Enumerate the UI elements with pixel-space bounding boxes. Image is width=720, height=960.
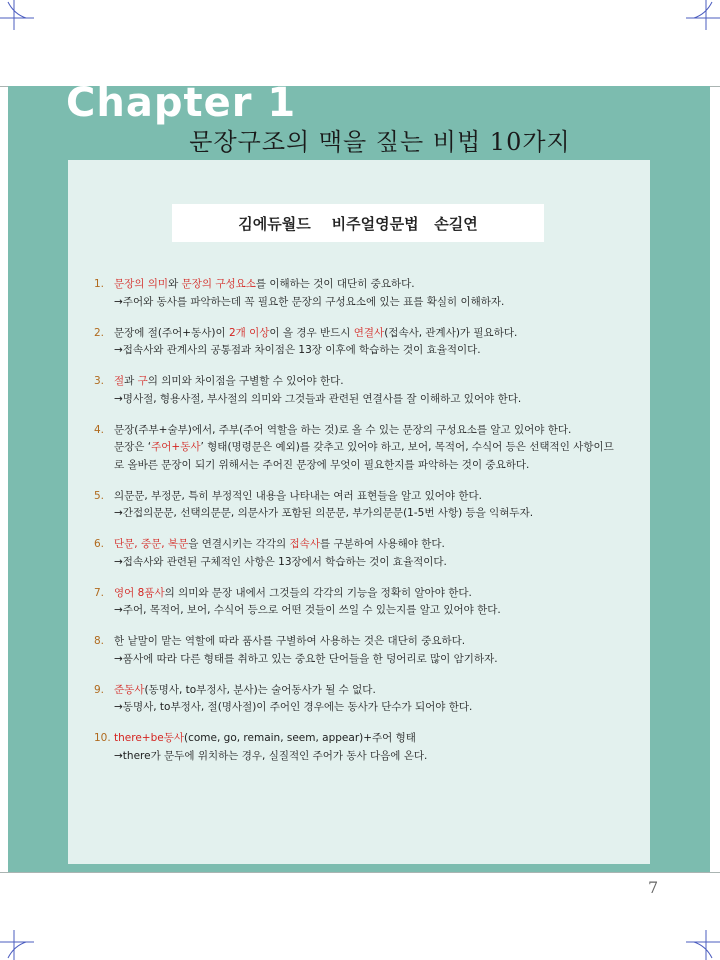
item-number: 4. [94, 423, 105, 436]
item-subtext: →간접의문문, 선택의문문, 의문사가 포함된 의문문, 부가의문문(1-5번 사항) 등을 익혀두자. [114, 507, 534, 519]
item-text [114, 488, 654, 506]
crop-mark-bottom-right [680, 928, 720, 960]
text-run: 문장은 ‘ [114, 441, 152, 453]
item-subtext: →명사절, 형용사절, 부사절의 의미와 그것들과 관련된 연결사를 잘 이해하고 있어야 한다. [114, 392, 522, 405]
item-subtext: →주어, 목적어, 보어, 수식어 등으로 어떤 것들이 쓰일 수 있는지를 알고 있어야 한다. [114, 604, 501, 616]
text-run: 의문문, 부정문, 특히 부정적인 내용을 나타내는 여러 표현들을 알고 있어야 한다. [114, 489, 482, 502]
text-run: 를 이해하는 것이 대단히 중요하다. [255, 278, 415, 290]
author-banner [172, 204, 544, 242]
item-subtext: →주어와 동사를 파악하는데 꼭 필요한 문장의 구성요소에 있는 표를 확실히 이해하자. [114, 295, 505, 308]
text-run: 와 [168, 278, 182, 290]
highlighted-term: there+be동사 [114, 732, 184, 744]
item-text [114, 325, 654, 343]
item-text [114, 633, 654, 651]
list-item [94, 730, 654, 765]
list-item [94, 488, 654, 523]
list-item [94, 585, 654, 620]
highlighted-term: 문장의 의미 [114, 278, 169, 290]
list-item [94, 325, 654, 360]
list-item [94, 682, 654, 717]
list-item [94, 633, 654, 668]
item-subtext: →품사에 따라 다른 형태를 취하고 있는 중요한 단어들을 한 덩어리로 많이 암기하자. [114, 652, 498, 665]
item-number: 9. [94, 683, 105, 696]
item-number: 10. [94, 732, 111, 744]
highlighted-term: 구 [137, 375, 148, 387]
text-run: 를 구분하여 사용해야 한다. [319, 538, 445, 550]
item-subtext: →동명사, to부정사, 절(명사절)이 주어인 경우에는 동사가 단수가 되어야 한다. [114, 701, 473, 713]
item-text [114, 585, 654, 603]
chapter-subtitle [0, 122, 720, 157]
author-line: 김에듀월드 비주얼영문법 손길연 [238, 214, 478, 233]
item-text [114, 730, 654, 748]
item-number: 5. [94, 489, 105, 502]
list-item [94, 422, 654, 475]
text-run: (동명사, to부정사, 분사)는 술어동사가 될 수 없다. [144, 683, 376, 696]
item-number: 3. [94, 375, 105, 387]
text-run: 의 의미와 차이점을 구별할 수 있어야 한다. [147, 375, 344, 387]
text-run: 로 올바른 문장이 되기 위해서는 주어진 문장에 무엇이 필요한지를 파악하는 것이 중요하다. [114, 458, 530, 471]
item-number: 2. [94, 326, 105, 339]
highlighted-term: 문장의 구성요소 [181, 278, 256, 290]
page-number: 7 [648, 878, 659, 897]
text-run: (come, go, remain, seem, appear)+주어 형태 [184, 732, 416, 744]
item-text [114, 422, 654, 440]
item-text [114, 682, 654, 700]
text-run: 이 올 경우 반드시 [269, 326, 354, 339]
item-subtext [94, 439, 654, 457]
highlighted-term: 접속사 [289, 538, 320, 550]
list-item [94, 276, 654, 311]
item-text [114, 373, 654, 391]
crop-mark-top-right [680, 0, 720, 32]
item-subtext: →접속사와 관계사의 공통점과 차이점은 13장 이후에 학습하는 것이 효율적이다. [114, 344, 481, 356]
highlighted-term: 2개 이상 [228, 326, 270, 339]
list-item [94, 536, 654, 571]
text-run: ’ 형태(명령문은 예외)를 갖추고 있어야 하고, 보어, 목적어, 수식어 등은 선택적인 사항이므 [200, 441, 614, 453]
highlighted-term: 영어 8품사 [114, 586, 165, 599]
text-run: 문장(주부+술부)에서, 주부(주어 역할을 하는 것)로 올 수 있는 문장의 구성요소를 알고 있어야 한다. [114, 423, 572, 436]
list-item [94, 373, 654, 408]
crop-mark-bottom-left [0, 928, 40, 960]
highlighted-term: 절 [114, 375, 125, 387]
item-subtext: →접속사와 관련된 구체적인 사항은 13장에서 학습하는 것이 효율적이다. [114, 555, 447, 568]
item-number: 7. [94, 586, 105, 599]
item-text [114, 536, 654, 554]
item-number: 1. [94, 278, 105, 290]
highlighted-term: 준동사 [114, 683, 145, 696]
text-run: 한 낱말이 맡는 역할에 따라 품사를 구별하여 사용하는 것은 대단히 중요하다. [114, 635, 466, 647]
text-run: (접속사, 관계사)가 필요하다. [384, 326, 518, 339]
chapter-title: Chapter 1 [66, 80, 297, 126]
text-run: 문장에 절(주어+동사)이 [114, 326, 229, 339]
chapter-subtitle-text: 문장구조의 맥을 짚는 비법 10가지 [189, 128, 571, 156]
bottom-trim-line [0, 872, 720, 873]
item-subtext: →there가 문두에 위치하는 경우, 실질적인 주어가 동사 다음에 온다. [114, 749, 428, 762]
highlighted-term: 단문, 중문, 복문 [114, 538, 189, 550]
tips-list [94, 276, 654, 779]
item-subtext [94, 457, 654, 475]
text-run: 과 [124, 375, 138, 387]
item-number: 6. [94, 538, 105, 550]
highlighted-term: 연결사 [353, 326, 385, 339]
highlighted-term: 주어+동사 [151, 441, 201, 453]
item-text [114, 276, 654, 294]
text-run: 의 의미와 문장 내에서 그것들의 각각의 기능을 정확히 알아야 한다. [164, 586, 472, 599]
crop-mark-top-left [0, 0, 40, 32]
item-number: 8. [94, 635, 105, 647]
text-run: 을 연결시키는 각각의 [188, 538, 290, 550]
